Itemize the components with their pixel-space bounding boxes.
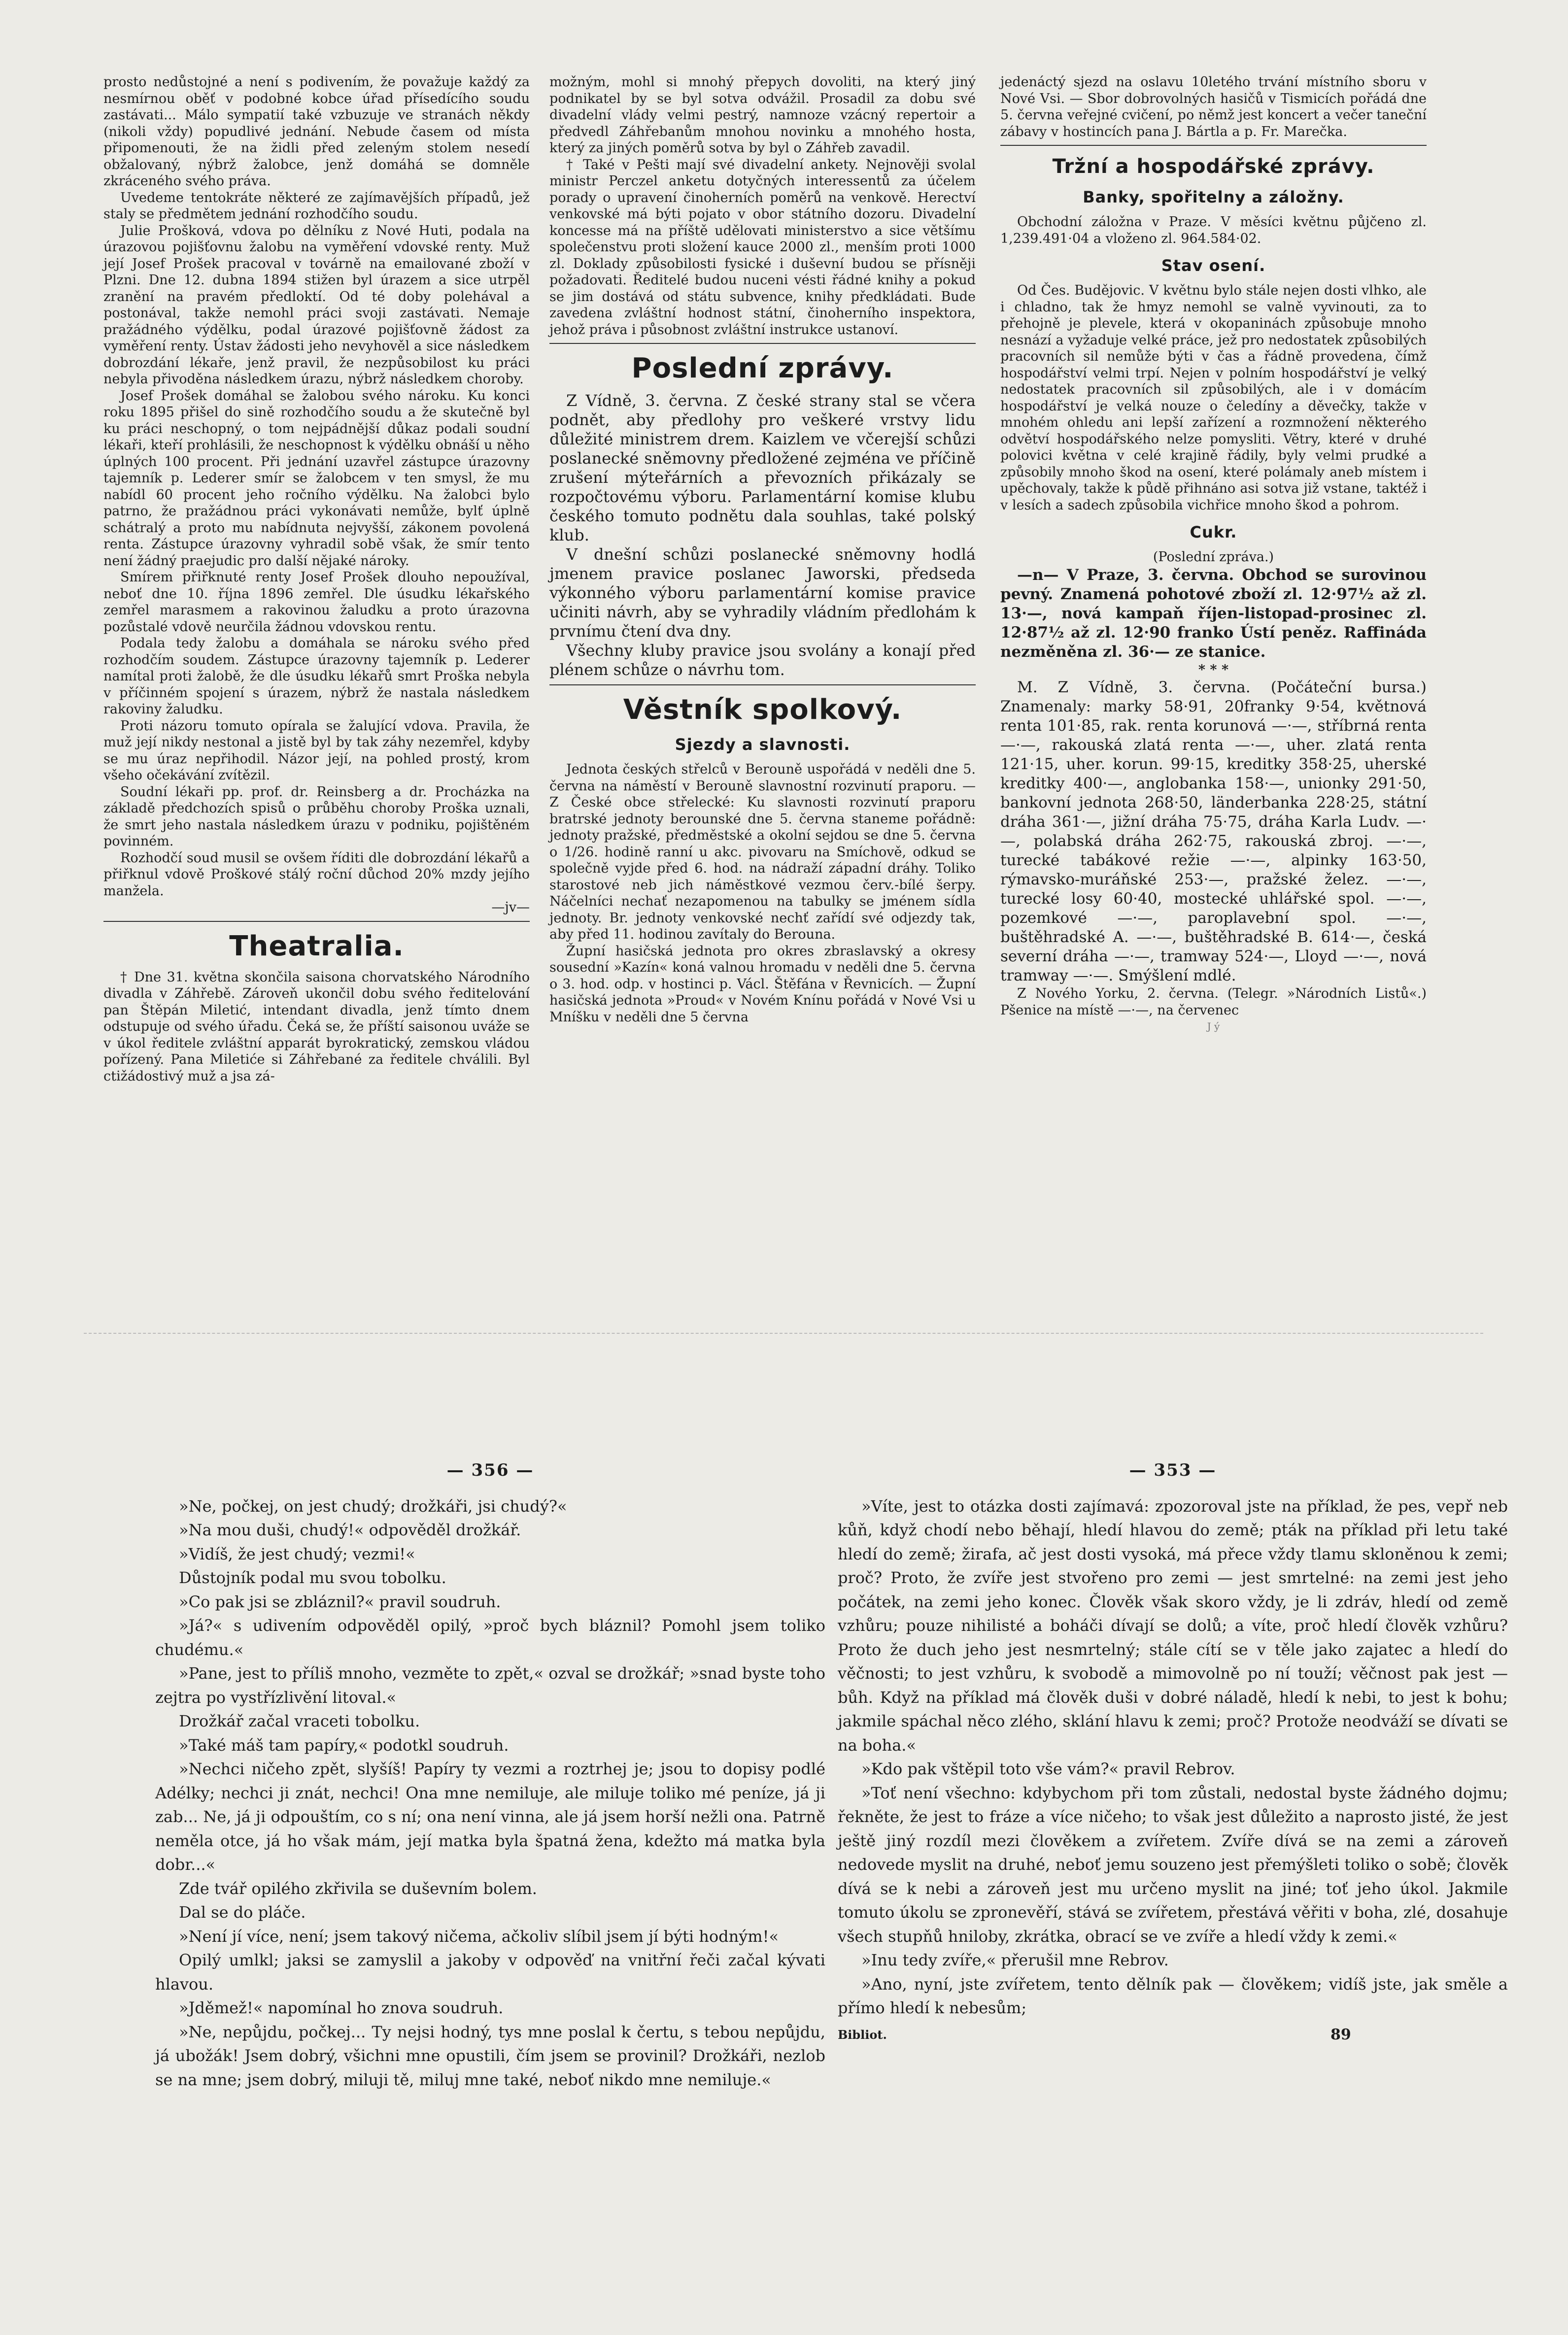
paragraph: Soudní lékaři pp. prof. dr. Reinsberg a dr. Procházka na základě předchozích spisů o průběhu choroby Proška uznali, že smrt jeho nastala následkem úrazu v podniku, pojištěném povinném.: [103, 784, 530, 849]
paragraph: »Ne, počkej, on jest chudý; drožkáři, jsi chudý?«: [179, 1496, 567, 1516]
paragraph: Důstojník podal mu svou tobolku.: [179, 1568, 446, 1587]
paragraph: Julie Prošková, vdova po dělníku z Nové Huti, podala na úrazovou pojišťovnu žalobu na vyměření vdovské renty. Muž její Josef Prošek pracoval v továrně na emailované zboží v Plzni. Dne 12. dubna 1894 stižen byl úrazem a sice utrpěl zranění na pravém předloktí. Od té doby polehával a postonával, takže nemohl práci svoji zastávati. Nemaje pražádného výdělku, podal úrazové pojišťovně žádost za vyměření renty. Ústav žádosti jeho nevyhověl a sice následkem dobrozdání lékaře, jenž pravil, že nezpůsobilost ku práci nebyla přivoděna následkem úrazu, nýbrž následkem choroby.: [103, 223, 530, 387]
paragraph: Zde tvář opilého zkřivila se duševním bolem.: [179, 1879, 537, 1898]
paragraph: »Víte, jest to otázka dosti zajímavá: zpozoroval jste na příklad, že pes, vepř neb kůň, když chodí nebo běhají, hledí hlavou do země; pták na příklad při letu také hledí do země; žirafa, ač jest dosti vysoká, má přece vždy tlamu skloněnou k zemi; proč? Proto, že zvíře jest stvořeno pro zemi — jest smrtelné: na zemi jest jeho počátek, na zemi jeho konec. Člověk však skoro vždy, je li zdráv, hledí od země vzhůru; pouze nihilisté a boháči dívají se dolů; a víte, proč hledí člověk vzhůru? Proto že duch jeho jest nesmrtelný; stále cítí se v těle jako zajatec a hledí do věčnosti; to jest vzhůru, k svobodě a mimovolně po ní touží; věčnost pak jest — bůh. Když na příklad má člověk duši v dobré náladě, hledí k nebi, to jest k bohu; jakmile spáchal něco zlého, sklání hlavu k zemi; proč? Protože neodváží se dívati se na boha.«: [838, 1496, 1508, 1755]
paragraph: Proti názoru tomuto opírala se žalující vdova. Pravila, že muž její nikdy nestonal a jistě byl by tak záhy nezemřel, kdyby se mu úraz nepřihodil. Názor její, na pohled prostý, krom všeho očekávání zvítězil.: [103, 718, 530, 783]
subheading-sjezdy: Sjezdy a slavnosti.: [675, 735, 851, 754]
paragraph: Josef Prošek domáhal se žalobou svého nároku. Ku konci roku 1895 přišel do sině rozhodčího soudu a že skutečně byl ku práci neschopný, o tom nejpádnější důkaz podali soudní lékaři, kteří prohlásili, že neschopnost k výdělku obnáší u něho úplných 100 procent. Při jednání uzavřel zástupce úrazovny tajemník p. Lederer smír se žalobcem v ten smysl, že mu nabídl 60 procent jeho ročního výdělku. Na žalobci bylo patrno, že pražádnou práci vykonávati nemůže, bylť úplně schátralý a proto mu nabídnuta nejvyšší, zákonem povolená renta. Zástupce úrazovny vyhradil sobě však, že smír tento není žádný praejudic pro další nějaké nároky.: [103, 388, 530, 569]
column-3: [1000, 74, 1427, 1035]
paragraph: M. Z Vídně, 3. června. (Počáteční bursa.) Znamenaly: marky 58·91, 20franky 9·54, květnová renta 101·85, rak. renta korunová —·—, stříbrná renta —·—, rakouská zlatá renta —·—, uher. zlatá renta 121·15, uher. korun. 99·15, kreditky 358·25, uherské kreditky 400·—, anglobanka 158·—, unionky 291·50, bankovní jednota 268·50, länderbanka 228·25, státní dráha 361·—, jižní dráha 75·75, dráha Karla Ludv. —·—, polabská dráha 262·75, rakouská zbroj. —·—, turecké tabákové režie —·—, alpinky 163·50, rýmavsko-muráňské 253·—, pražské želez. —·—, turecké losy 60·40, mostecké uhlářské spol. —·—, pozemkové —·—, paroplavební spol. —·—, buštěhradské A. —·—, buštěhradské B. 614·—, česká severní dráha —·—, tramway 524·—, Lloyd —·—, nová tramway —·—. Smýšlení mdlé.: [1000, 678, 1427, 984]
heading-trzni-zpravy: Tržní a hospodářské zprávy.: [1052, 155, 1375, 178]
paragraph: —n— V Praze, 3. června. Obchod se surovinou pevný. Znamená pohotové zboží zl. 12·97½ až zl. 13·—, nová kampaň říjen-listopad-prosinec zl. 12·87½ až zl. 12·90 franko Ústí peněz. Raffináda nezměněna zl. 36·— ze stanice.: [1000, 566, 1427, 661]
paragraph: Od Čes. Budějovic. V květnu bylo stále nejen dosti vlhko, ale i chladno, tak že hmyz nemohl se valně vyvinouti, za to přehojně je plevele, která v okopaninách způsobuje mnoho nesnází a vyžaduje velké práce, jež pro nedostatek způsobilých pracovních sil nemůže býti v čas a řádně provedena, čímž hospodářství velmi trpí. Nejen v polním hospodářství je velký nedostatek pracovních sil způsobilých, ale i v domácím hospodářství je velká nouze o čeledíny a děvečky, takže v mnohém ohledu ani lepší zařízení a rozmnožení některého odvětví hospodářského nelze pomysliti. Větry, které v druhé polovici května v celé krajině řádily, byly velmi prudké a způsobily mnoho škod na osení, které polámaly aneb místem i upěchovaly, takže k půdě přihnáno asi sotva již vstane, taktéž i v lesích a sadech způsobila vichřice mnoho škod a pohrom.: [1000, 283, 1427, 513]
paragraph: Všechny kluby pravice jsou svolány a konají před plénem schůze o návrhu tom.: [549, 641, 976, 679]
paragraph: † Dne 31. května skončila saisona chorvatského Národního divadla v Záhřebě. Zároveň ukončil dobu svého ředitelování pan Štěpán Miletić, intendant divadla, jenž tímto dnem odstupuje od svého úřadu. Čeká se, že příští saisonou uváže se v úkol ředitele zvláštní apparát byrokratický, zemskou vládou pořízený. Pana Miletiće si Záhřebané za ředitele chválili. Byl ctižádostivý muž a jsa zá-: [103, 969, 530, 1084]
divider: [1000, 145, 1427, 146]
paragraph: Drožkář začal vraceti tobolku.: [179, 1712, 420, 1730]
separator-stars: * * *: [1198, 662, 1229, 677]
paragraph: jedenáctý sjezd na oslavu 10letého trvání místního sboru v Nové Vsi. — Sbor dobrovolných hasičů v Tismicích pořádá dne 5. června veřejné cvičení, po němž jest koncert a večer taneční zábavy v hostincích pana J. Bártla a p. Fr. Marečka.: [1000, 74, 1427, 139]
subheading-banky: Banky, spořitelny a záložny.: [1083, 188, 1344, 206]
paragraph: »Také máš tam papíry,« podotkl soudruh.: [179, 1735, 509, 1755]
book-page-left: [155, 1458, 825, 2092]
subheading-cukr: Cukr.: [1190, 523, 1237, 541]
paragraph: »Není jí více, není; jsem takový ničema, ačkoliv slíbil jsem jí býti hodným!«: [179, 1927, 779, 1946]
page-number: — 356 —: [446, 1460, 534, 1480]
page-boundary: [84, 1333, 1483, 1334]
page-footer: [838, 2023, 1508, 2043]
paragraph: »Já?« s udivením odpověděl opilý, »proč bych bláznil? Pomohl jsem toliko chudému.«: [155, 1616, 825, 1659]
upper-print-section: [103, 0, 1429, 1330]
heading-theatralia: Theatralia.: [229, 930, 404, 962]
subheading-cukr-note: (Poslední zpráva.): [1153, 549, 1274, 565]
paragraph: »Na mou duši, chudý!« odpověděl drožkář.: [179, 1521, 521, 1539]
subheading-stav-oseni: Stav osení.: [1161, 256, 1266, 275]
paragraph: »Nechci ničeho zpět, slyšíš! Papíry ty vezmi a roztrhej je; jsou to dopisy podlé Adélky; nechci ji znát, nechci! Ona mne nemiluje, ale miluje toliko mé peníze, já ji zab... Ne, já ji odpouštím, co s ní; ona není vinna, ale já jsem horší nežli ona. Patrně neměla otce, já ho však mám, její matka byla špatná žena, kdežto má matka byla dobr...«: [155, 1760, 825, 1874]
paragraph: Podala tedy žalobu a domáhala se nároku svého před rozhodčím soudem. Zástupce úrazovny tajemník p. Lederer namítal proti žalobě, že dle úsudku lékařů smrt Proška nebyla v příčinném spojení s úrazem, nýbrž že nastala následkem rakoviny žaludku.: [103, 636, 530, 717]
paragraph: Z Vídně, 3. června. Z české strany stal se včera podnět, aby předlohy pro veškeré vrstvy lidu důležité ministrem drem. Kaizlem ve včerejší schůzi poslanecké sněmovny předložené zejména ve příčině zrušení mýteřárních a převozních přikázaly se rozpočtovému výboru. Parlamentární komise klubu českého tomuto podnětu dala souhlas, také polský klub.: [549, 391, 976, 544]
paragraph: Opilý umlkl; jaksi se zamyslil a jakoby v odpověď na vnitřní řeči začal kývati hlavou.: [155, 1951, 825, 1994]
heading-posledni-zpravy: Poslední zprávy.: [631, 352, 894, 384]
divider: [549, 684, 976, 685]
paragraph: »Vidíš, že jest chudý; vezmi!«: [179, 1544, 415, 1563]
paragraph: Jednota českých střelců v Berouně uspořádá v neděli dne 5. června na náměstí v Berouně slavnostní rozvinutí praporu. — Z České obce střelecké: Ku slavnosti rozvinutí praporu bratrské jednoty berounské dne 5. června staneme pořádně: jednoty pražské, předměstské a okolní sejdou se dne 5. června o 1/26. hodině ranní u akc. pivovaru na Smíchově, odkud se společně vyjde před 6. hod. na nádraží západní dráhy. Toliko starostové neb jich náměstkové vezmou červ.-bílé šerpy. Náčelníci nechať nezapomenou na tabulky se jménem sídla jednoty. Br. jednoty venkovské nechť zařídí své odjezdy tak, aby před 11. hodinou zavítaly do Berouna.: [549, 762, 976, 942]
library-stamp: Bibliot.: [838, 2027, 887, 2042]
right-page-text: [838, 1494, 1508, 2020]
paragraph: »Ne, nepůjdu, počkej... Ty nejsi hodný, tys mne poslal k čertu, s tebou nepůjdu, já ubožák! Jsem dobrý, všichni mne opustili, čím jsem se provinil? Drožkáři, nezlob se na mne; jsem dobrý, miluji tě, miluj mne také, neboť nikdo mne nemiluje.«: [155, 2022, 825, 2089]
book-page-right: [838, 1458, 1508, 2043]
column-2: [549, 74, 976, 1025]
paragraph: možným, mohl si mnohý přepych dovoliti, na který jiný podnikatel by se byl sotva odvážil. Prosadil za dobu své divadelní vlády velmi pestrý, namnoze vzácný repertoir a předvedl Záhřebanům mnohou novinku a mnohého hosta, který za jiných poměrů sotva by byl o Záhřeb zavadil.: [549, 74, 976, 156]
divider: [103, 921, 530, 922]
left-page-text: [155, 1494, 825, 2092]
paragraph: »Jděmež!« napomínal ho znova soudruh.: [179, 1998, 504, 2017]
paragraph: Rozhodčí soud musil se ovšem říditi dle dobrozdání lékařů a přiřknul vdově Proškové stálý roční důchod 20% mzdy jejího manžela.: [103, 850, 530, 899]
paragraph: Župní hasičská jednota pro okres zbraslavský a okresy sousední »Kazín« koná valnou hromadu v neděli dne 5. června o 3. hod. odp. v hostinci p. Václ. Štěfána v Řevnicích. — Župní hasičská jednota »Proud« v Novém Knínu pořádá v Nové Vsi u Mníšku v neděli dne 5 června: [549, 943, 976, 1025]
paragraph: »Ano, nyní, jste zvířetem, tento dělník pak — člověkem; vidíš jste, jak směle a přímo hledí k nebesům;: [838, 1974, 1508, 2017]
paragraph: Z Nového Yorku, 2. června. (Telegr. »Národních Listů«.) Pšenice na místě —·—, na červenec: [1000, 986, 1427, 1018]
heading-vestnik-spolkovy: Věstník spolkový.: [623, 694, 902, 726]
column-1: [103, 74, 530, 1084]
paragraph: † Také v Pešti mají své divadelní ankety. Nejnověji svolal ministr Perczel anketu dotyčných interessentů za účelem porady o upravení činoherních poměrů na venkově. Herectví venkovské má býti pojato v obor státního dozoru. Divadelní koncesse má na příště udělovati ministerstvo a sice většímu společenstvu proti složení kauce 2000 zl., menším proti 1000 zl. Doklady způsobilosti fysické i duševní budou se přísněji požadovati. Ředitelé budou nuceni vésti řádné knihy a pokud se jim dostává od státu subvence, knihy předkládati. Bude zavedena zvláštní hodnost státní, činoherního inspektora, jehož práva i působnost zvláštní instrukce ustanoví.: [549, 157, 976, 338]
paragraph: »Co pak jsi se zbláznil?« pravil soudruh.: [179, 1592, 501, 1611]
paragraph: Obchodní záložna v Praze. V měsíci květnu půjčeno zl. 1,239.491·04 a vloženo zl. 964.584·02.: [1000, 214, 1427, 246]
handwritten-number: 89: [1330, 2026, 1351, 2043]
paragraph: »Inu tedy zvíře,« přerušil mne Rebrov.: [861, 1951, 1169, 1969]
faint-note: J ý: [1207, 1020, 1220, 1032]
paragraph: Smírem přiřknuté renty Josef Prošek dlouho nepoužíval, neboť dne 10. října 1896 zemřel. Dle úsudku lékařského zemřel marasmem a rakovinou žaludku a proto úrazovna pozůstalé vdově neurčila žádnou vdovskou rentu.: [103, 570, 530, 635]
paragraph: Uvedeme tentokráte některé ze zajímavějších případů, jež staly se předmětem jednání rozhodčího soudu.: [103, 190, 530, 222]
divider: [549, 343, 976, 344]
page-number: — 353 —: [1129, 1460, 1217, 1480]
lower-book-pages: [0, 1458, 1568, 2335]
signature: —jv—: [491, 900, 530, 915]
paragraph: »Kdo pak vštěpil toto vše vám?« pravil Rebrov.: [861, 1760, 1235, 1778]
paragraph: V dnešní schůzi poslanecké sněmovny hodlá jmenem pravice poslanec Jaworski, předseda výkonného výboru parlamentární komise pravice učiniti návrh, aby se vyhradily vládním předlohám k prvnímu čtení dva dny.: [549, 545, 976, 641]
paragraph: »Pane, jest to příliš mnoho, vezměte to zpět,« ozval se drožkář; »snad byste toho zejtra po vystřízlivění litoval.«: [155, 1664, 825, 1707]
paragraph: prosto nedůstojné a není s podivením, že považuje každý za nesmírnou oběť v podobné kobce úřad přísedícího soudu zastávati... Málo sympatií také vzbuzuje ve stranách někdy (nikoli vždy) popudlivé jednání. Nebude časem od místa připomenouti, že na židli před zeleným stolem nesedí obžalovaný, nýbrž žalobce, jenž domáhá se domněle zkráceného svého práva.: [103, 74, 530, 189]
paragraph: Dal se do pláče.: [179, 1903, 306, 1922]
paragraph: »Toť není všechno: kdybychom při tom zůstali, nedostal byste žádného dojmu; řekněte, že jest to fráze a více ničeho; to však jest důležito a naprosto jisté, že jest ještě jiný rozdíl mezi člověkem a zvířetem. Zvíře dívá se na zemi a zároveň nedovede myslit na druhé, neboť jemu souzeno jest přemýšleti toliko o sobě; člověk dívá se k nebi a zároveň jest mu určeno myslit na jiné; toť jeho úkol. Jakmile tomuto úkolu se zpronevěří, stává se zvířetem, přestává věřiti v boha, zlé, dosahuje všech stupňů hniloby, zkrátka, obrací se ve zvíře a hledí vždy k zemi.«: [838, 1783, 1508, 1946]
